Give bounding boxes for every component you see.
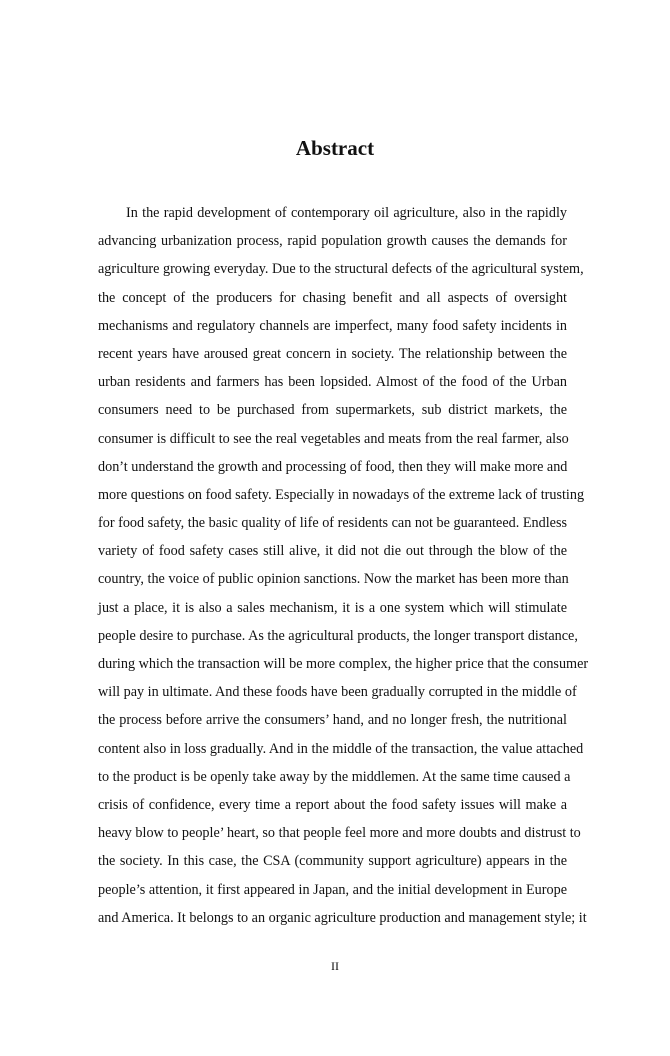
- body-line: don’t understand the growth and processing of food, then they will make more and: [98, 458, 568, 475]
- body-line: for food safety, the basic quality of life of residents can not be guaranteed. Endless: [98, 515, 567, 532]
- body-line: mechanisms and regulatory channels are imperfect, many food safety incidents in: [98, 317, 567, 334]
- body-line: advancing urbanization process, rapid population growth causes the demands for: [98, 233, 567, 250]
- body-line: will pay in ultimate. And these foods have been gradually corrupted in the middle of: [98, 684, 577, 701]
- body-line: to the product is be openly take away by the middlemen. At the same time caused a: [98, 768, 571, 785]
- body-line: just a place, it is also a sales mechanism, it is a one system which will stimulate: [98, 599, 567, 616]
- body-line: people’s attention, it first appeared in Japan, and the initial development in Europe: [98, 881, 567, 898]
- body-line: country, the voice of public opinion sanctions. Now the market has been more than: [98, 571, 569, 588]
- body-line: during which the transaction will be more complex, the higher price that the consumer: [98, 656, 589, 672]
- body-line: people desire to purchase. As the agricultural products, the longer transport distance,: [98, 627, 578, 644]
- body-line: variety of food safety cases still alive, it did not die out through the blow of the: [98, 543, 567, 560]
- body-line: recent years have aroused great concern in society. The relationship between the: [98, 345, 567, 362]
- body-line: content also in loss gradually. And in the middle of the transaction, the value attached: [98, 740, 584, 757]
- body-line: the society. In this case, the CSA (community support agriculture) appears in the: [98, 853, 567, 870]
- page-title: Abstract: [295, 136, 375, 160]
- body-line: and America. It belongs to an organic agriculture production and management style; it: [98, 909, 587, 926]
- body-line: In the rapid development of contemporary oil agriculture, also in the rapidly: [126, 205, 567, 221]
- body-line: crisis of confidence, every time a report about the food safety issues will make a: [98, 796, 567, 813]
- abstract-body: [98, 199, 589, 932]
- body-line: the concept of the producers for chasing benefit and all aspects of oversight: [98, 289, 567, 306]
- body-line: consumer is difficult to see the real vegetables and meats from the real farmer, also: [98, 430, 569, 447]
- body-line: agriculture growing everyday. Due to the structural defects of the agricultural system,: [98, 261, 584, 278]
- body-line: the process before arrive the consumers’ hand, and no longer fresh, the nutritional: [98, 712, 567, 729]
- body-line: heavy blow to people’ heart, so that people feel more and more doubts and distrust to: [98, 825, 581, 842]
- page-number: II: [331, 959, 339, 973]
- body-line: urban residents and farmers has been lopsided. Almost of the food of the Urban: [98, 374, 567, 391]
- body-line: more questions on food safety. Especially in nowadays of the extreme lack of trusting: [98, 486, 585, 503]
- body-line: consumers need to be purchased from supermarkets, sub district markets, the: [98, 402, 567, 419]
